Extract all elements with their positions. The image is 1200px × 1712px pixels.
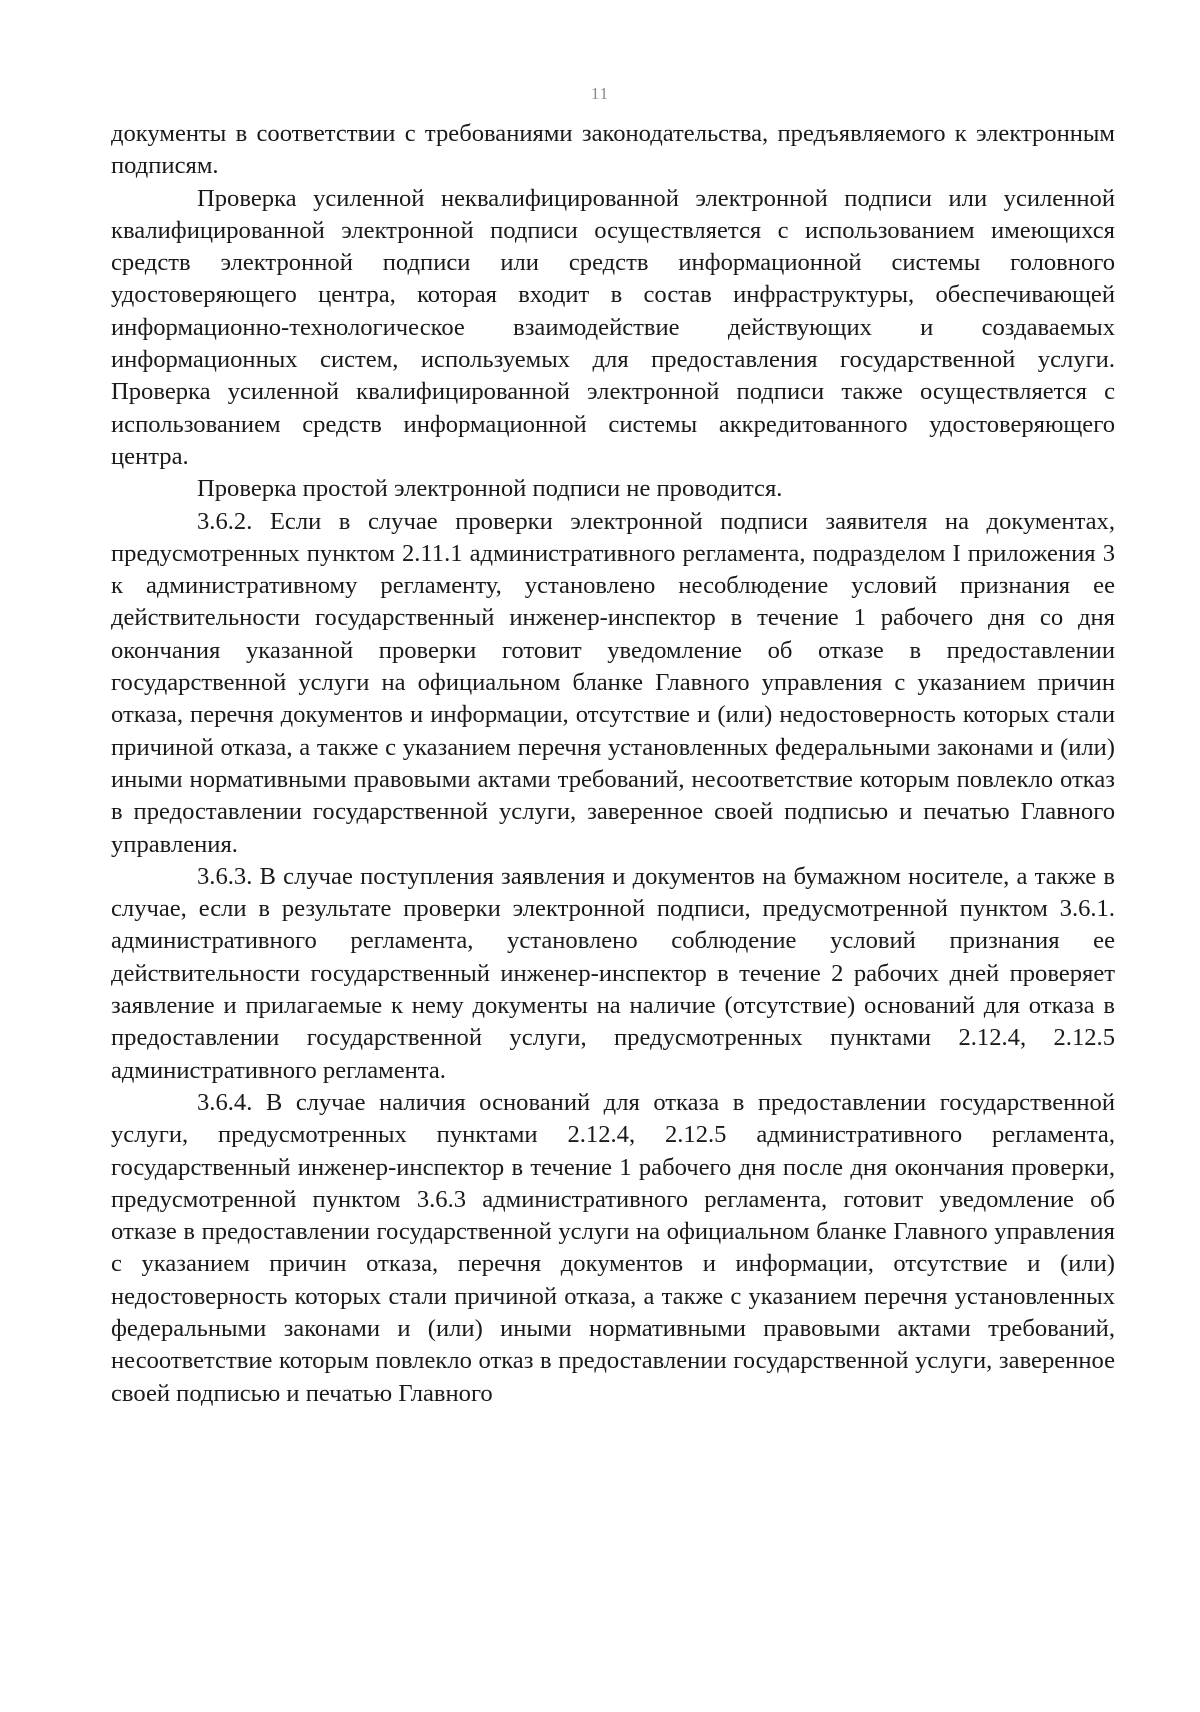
paragraph-clause-3-6-4: 3.6.4. В случае наличия оснований для отказа в предоставлении государственной услуги, предусмотренных пунктами 2.12.4, 2.12.5 административного регламента, государственный инженер-инспектор в течение 1 рабочего дня после дня окончания проверки, предусмотренной пунктом 3.6.3 административного регламента, готовит уведомление об отказе в предоставлении государственной услуги на официальном бланке Главного управления с указанием причин отказа, перечня документов и информации, отсутствие и (или) недостоверность которых стали причиной отказа, а также с указанием перечня установленных федеральными законами и (или) иными нормативными правовыми актами требований, несоответствие которым повлекло отказ в предоставлении государственной услуги, заверенное своей подписью и печатью Главного [111,1088,1115,1407]
document-body [111,118,1115,1410]
page-number: 11 [590,84,610,103]
paragraph-clause-3-6-3: 3.6.3. В случае поступления заявления и документов на бумажном носителе, а также в случае, если в результате проверки электронной подписи, предусмотренной пунктом 3.6.1. административного регламента, установлено соблюдение условий признания ее действительности государственный инженер-инспектор в течение 2 рабочих дней проверяет заявление и прилагаемые к нему документы на наличие (отсутствие) оснований для отказа в предоставлении государственной услуги, предусмотренных пунктами 2.12.4, 2.12.5 административного регламента. [111,862,1115,1084]
paragraph-verification-simple: Проверка простой электронной подписи не проводится. [197,475,783,503]
paragraph-verification-enhanced: Проверка усиленной неквалифицированной электронной подписи или усиленной квалифицированной электронной подписи осуществляется с использованием имеющихся средств электронной подписи или средств информационной системы головного удостоверяющего центра, которая входит в состав инфраструктуры, обеспечивающей информационно-технологическое взаимодействие действующих и создаваемых информационных систем, используемых для предоставления государственной услуги. Проверка усиленной квалифицированной электронной подписи также осуществляется с использованием средств информационной системы аккредитованного удостоверяющего центра. [111,184,1115,470]
paragraph-intro-continuation: документы в соответствии с требованиями законодательства, предъявляемого к электронным подписям. [111,120,1115,180]
paragraph-clause-3-6-2: 3.6.2. Если в случае проверки электронной подписи заявителя на документах, предусмотренных пунктом 2.11.1 административного регламента, подразделом I приложения 3 к административному регламенту, установлено несоблюдение условий признания ее действительности государственный инженер-инспектор в течение 1 рабочего дня со дня окончания указанной проверки готовит уведомление об отказе в предоставлении государственной услуги на официальном бланке Главного управления с указанием причин отказа, перечня документов и информации, отсутствие и (или) недостоверность которых стали причиной отказа, а также с указанием перечня установленных федеральными законами и (или) иными нормативными правовыми актами требований, несоответствие которым повлекло отказ в предоставлении государственной услуги, заверенное своей подписью и печатью Главного управления. [111,507,1115,858]
